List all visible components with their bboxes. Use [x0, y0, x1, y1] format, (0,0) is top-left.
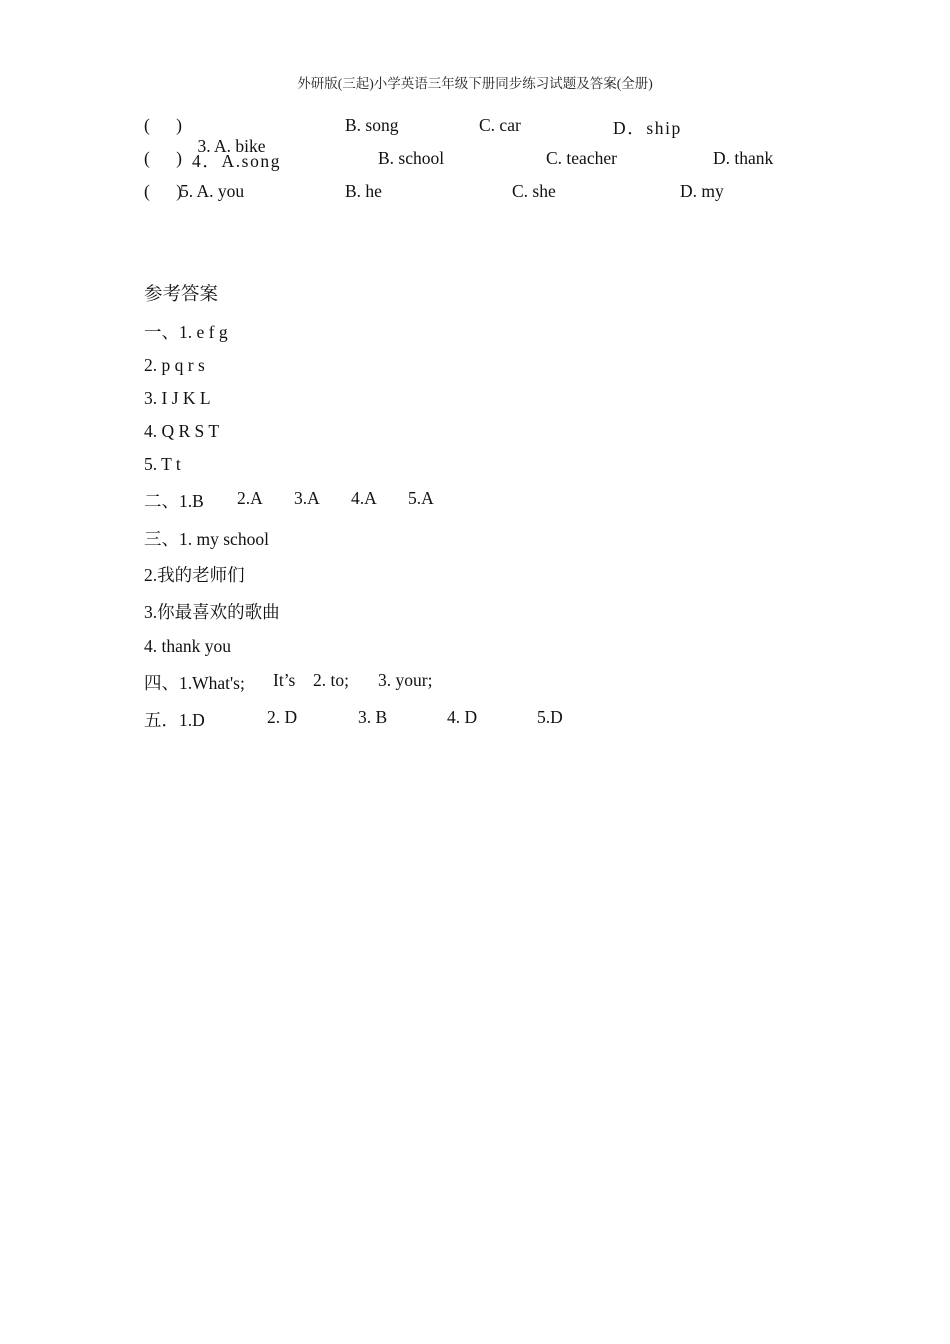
part3-line4: 4. thank you: [144, 636, 232, 656]
part1-line3: 3. I J K L: [144, 388, 211, 408]
part5-item: 3. B: [358, 707, 388, 727]
part2-item: 2.A: [237, 488, 263, 508]
part2-item: 3.A: [294, 488, 320, 508]
question-row-4: [0, 148, 950, 172]
part5-line: [144, 707, 644, 731]
question-row-5: [0, 181, 950, 205]
part2-line: [144, 488, 644, 512]
part5-item: 2. D: [267, 707, 298, 727]
part1-line2: 2. p q r s: [144, 355, 205, 375]
part3-line3: 3.你最喜欢的歌曲: [144, 602, 280, 622]
part5-item: 4. D: [447, 707, 478, 727]
option-d: D. thank: [713, 148, 774, 168]
option-b: B. school: [378, 148, 445, 168]
part1-line4: 4. Q R S T: [144, 421, 220, 441]
option-d: D．ship: [613, 118, 682, 138]
part1-line5: 5. T t: [144, 454, 181, 474]
option-c: C. car: [479, 115, 521, 135]
part4-b: It’s: [273, 670, 296, 690]
part4-a: 四、1.What's;: [144, 673, 245, 693]
option-b: B. song: [345, 115, 399, 135]
question-row-3: [0, 115, 950, 156]
part3-line1: 三、1. my school: [144, 529, 269, 549]
part2-prefix: 二、1.B: [144, 491, 204, 511]
option-c: C. teacher: [546, 148, 617, 168]
question-number: 5. A. you: [180, 181, 245, 201]
part4-d: 3. your;: [378, 670, 433, 690]
option-c: C. she: [512, 181, 556, 201]
option-d: D. my: [680, 181, 724, 201]
answer-bracket: ( ): [144, 181, 182, 201]
option-b: B. he: [345, 181, 382, 201]
question-number: 3. A. bike: [197, 136, 266, 156]
part4-line: [144, 670, 644, 694]
answer-bracket: ( ): [144, 148, 182, 168]
part1-line1: 一、1. e f g: [144, 322, 228, 342]
part5-item: 5.D: [537, 707, 563, 727]
question-number: 4．A.song: [192, 151, 282, 171]
answer-key-title: 参考答案: [144, 285, 219, 305]
part2-item: 5.A: [408, 488, 434, 508]
part5-prefix: 五．1.D: [144, 710, 205, 730]
answer-bracket: ( ): [144, 115, 182, 135]
page-header: 外研版(三起)小学英语三年级下册同步练习试题及答案(全册): [297, 76, 653, 91]
part4-c: 2. to;: [313, 670, 349, 690]
part2-item: 4.A: [351, 488, 377, 508]
part3-line2: 2.我的老师们: [144, 565, 245, 585]
